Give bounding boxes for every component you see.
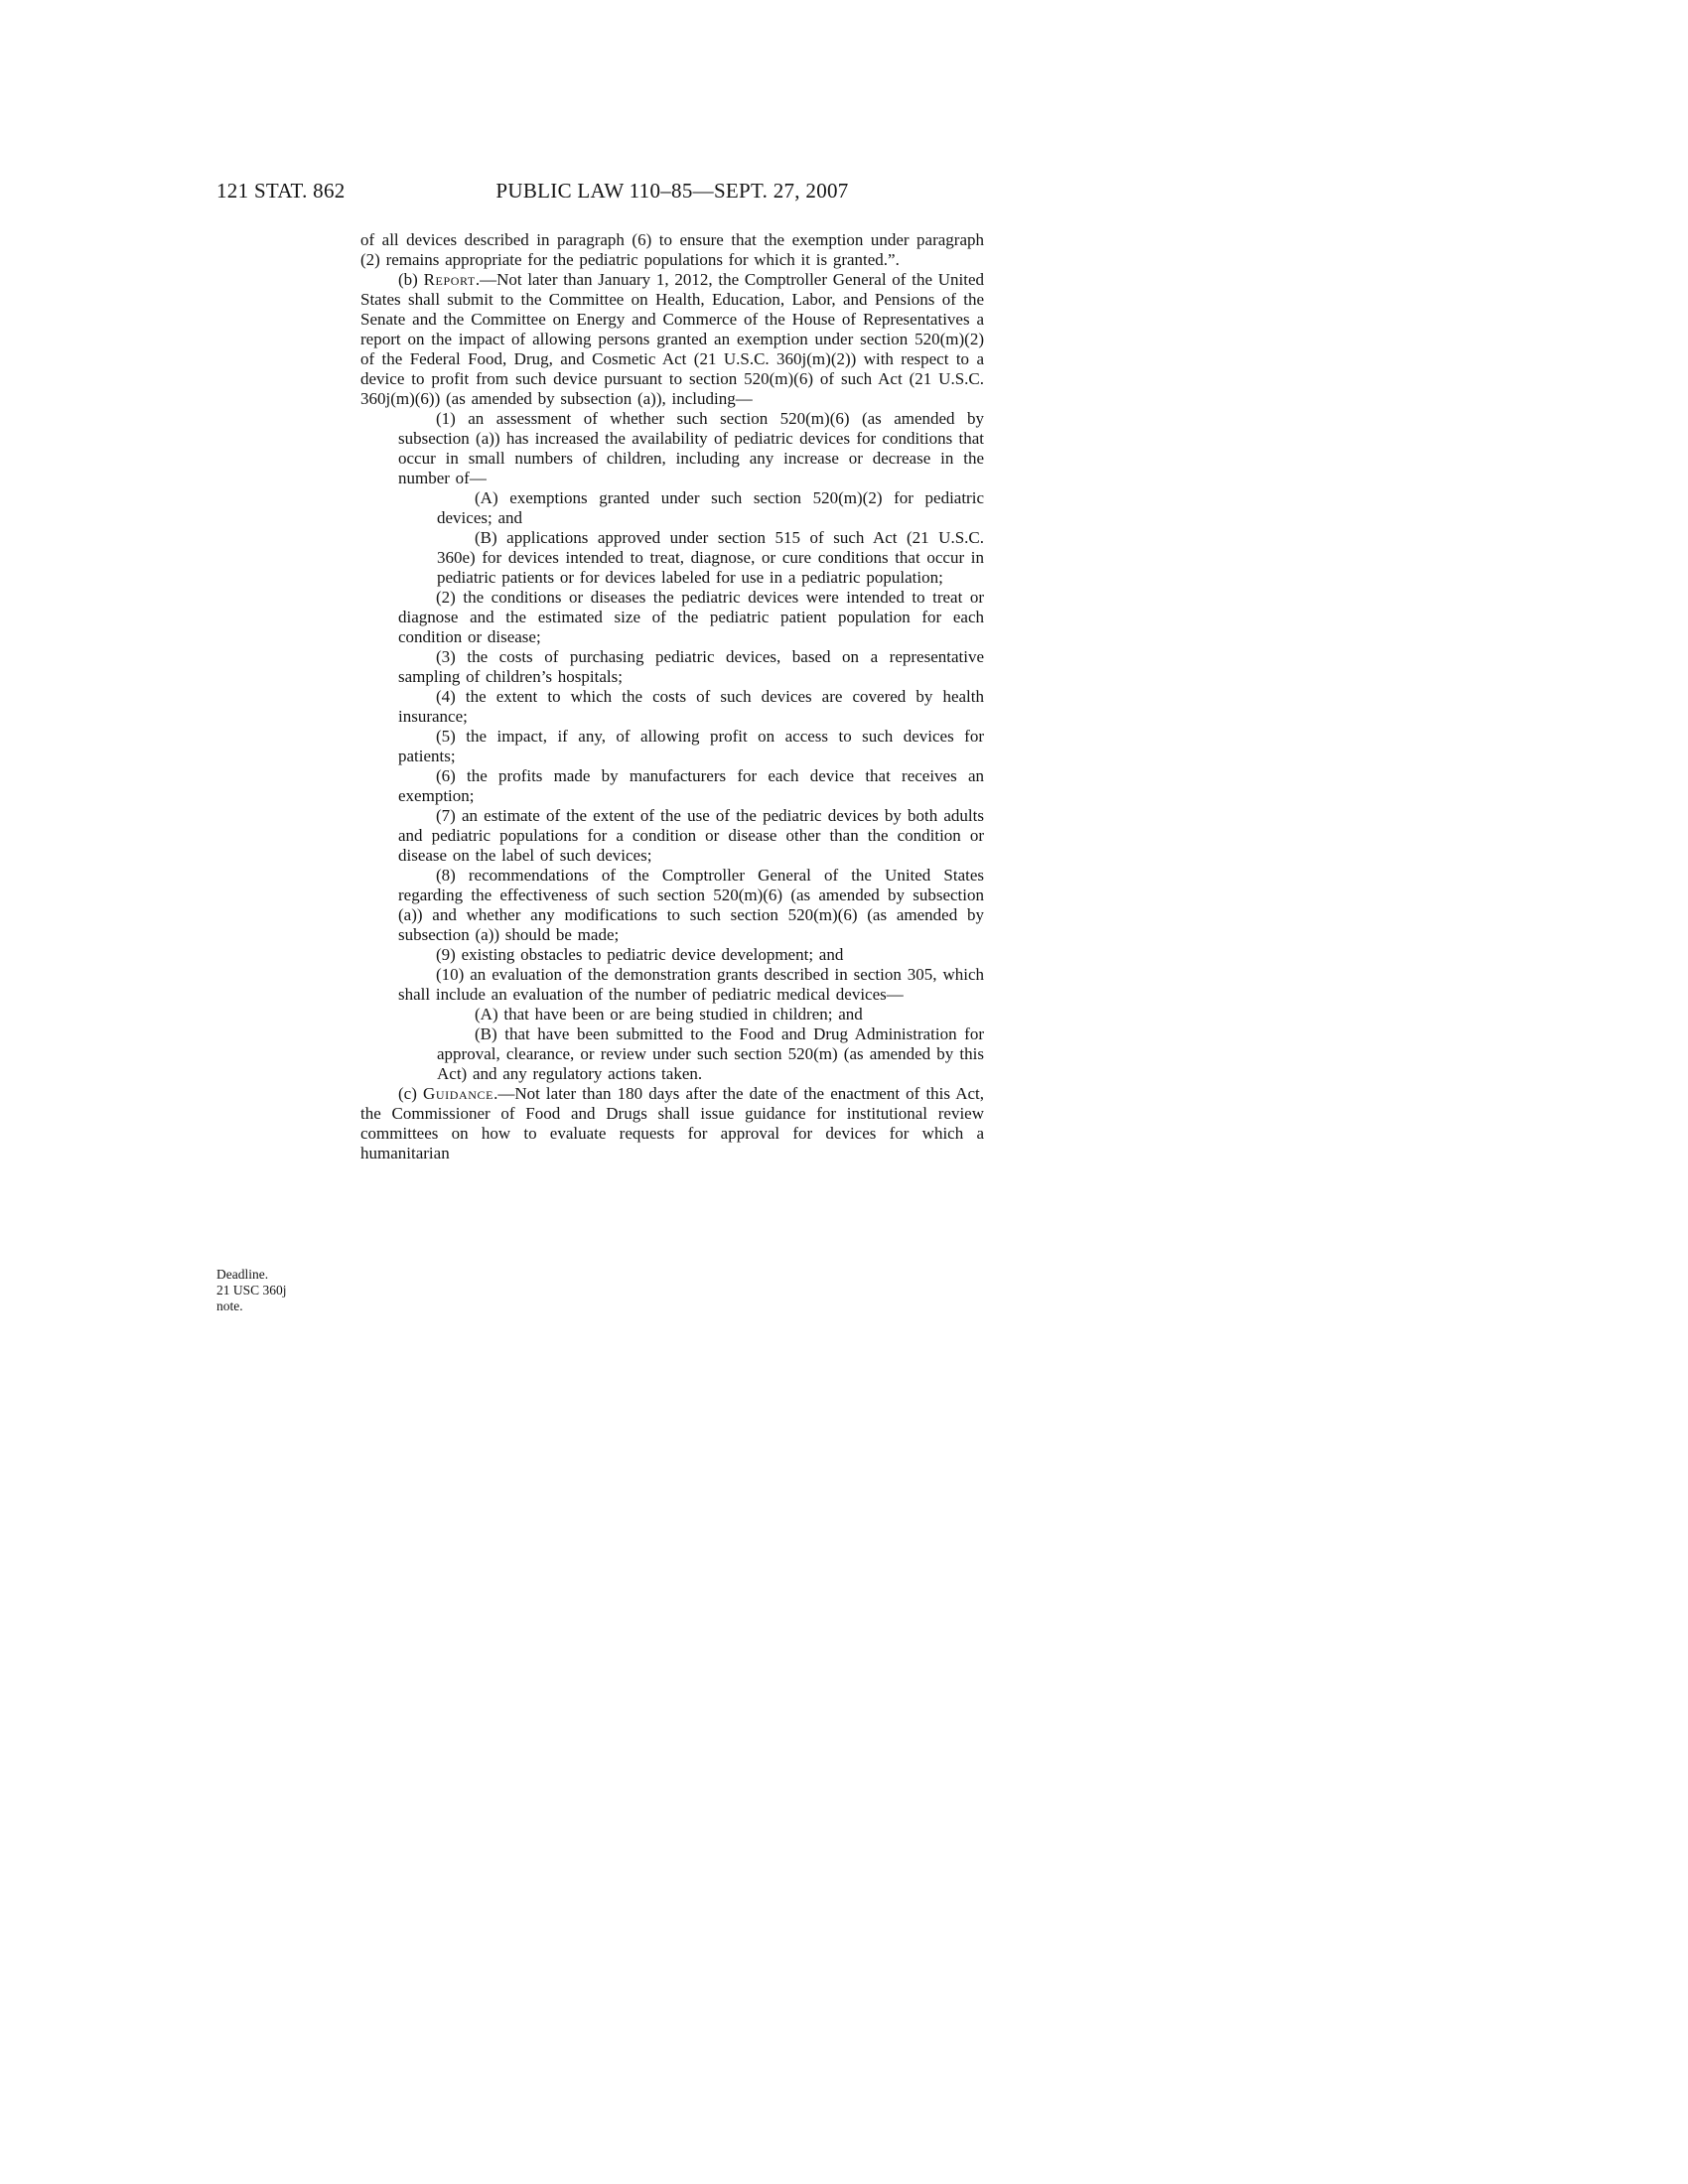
stat-page-number: 121 STAT. 862 bbox=[216, 179, 346, 203]
paragraph-text: (2) the conditions or diseases the pediatric devices were intended to treat or diagnose and the estimated size of the pediatric patient population for each condition or disease; bbox=[398, 588, 984, 646]
smallcaps-heading: Report bbox=[423, 270, 476, 289]
paragraph-text: (5) the impact, if any, of allowing profit on access to such devices for patients; bbox=[398, 727, 984, 765]
page-header bbox=[0, 179, 1688, 208]
law-title: PUBLIC LAW 110–85—SEPT. 27, 2007 bbox=[495, 179, 849, 203]
paragraph-text: (8) recommendations of the Comptroller General of the United States regarding the effectiveness of such section 520(m)(6) (as amended by subsection (a)) and whether any modifications to such section 520(m)(6) (as amended by subsection (a)) should be made; bbox=[398, 866, 984, 944]
paragraph-text: (6) the profits made by manufacturers for each device that receives an exemption; bbox=[398, 766, 984, 805]
paragraph-text: (4) the extent to which the costs of such devices are covered by health insurance; bbox=[398, 687, 984, 726]
paragraph-text: (7) an estimate of the extent of the use of the pediatric devices by both adults and pediatric populations for a condition or disease other than the condition or disease on the label of such devices; bbox=[398, 806, 984, 865]
margin-note-line: Deadline. bbox=[216, 1267, 269, 1282]
paragraph-text: (A) exemptions granted under such section 520(m)(2) for pediatric devices; and bbox=[437, 488, 984, 527]
statute-paragraph bbox=[398, 806, 984, 866]
statute-paragraph bbox=[398, 588, 984, 647]
statute-paragraph bbox=[398, 647, 984, 687]
statute-paragraph bbox=[398, 727, 984, 766]
paragraph-text: (1) an assessment of whether such section 520(m)(6) (as amended by subsection (a)) has increased the availability of pediatric devices for conditions that occur in small numbers of children, including any increase or decrease in the number of— bbox=[398, 409, 984, 487]
statute-paragraph bbox=[437, 1024, 984, 1084]
statute-paragraph bbox=[360, 230, 984, 270]
paragraph-text: (A) that have been or are being studied in children; and bbox=[475, 1005, 863, 1024]
statute-text bbox=[360, 230, 984, 1163]
statute-paragraph bbox=[398, 965, 984, 1005]
statute-paragraph bbox=[437, 1005, 984, 1024]
paragraph-text: .—Not later than 180 days after the date of the enactment of this Act, the Commissioner of Food and Drugs shall issue guidance for institutional review committees on how to evaluate requests for approval for devices for which a humanitarian bbox=[360, 1084, 984, 1162]
statute-paragraph bbox=[398, 945, 984, 965]
statute-paragraph bbox=[360, 1084, 984, 1163]
statute-paragraph bbox=[398, 866, 984, 945]
margin-note-line: 21 USC 360j bbox=[216, 1283, 287, 1297]
statute-paragraph bbox=[437, 528, 984, 588]
paragraph-text: (B) applications approved under section 515 of such Act (21 U.S.C. 360e) for devices intended to treat, diagnose, or cure conditions that occur in pediatric patients or for devices labeled for use in a pediatric population; bbox=[437, 528, 984, 587]
paragraph-text: .—Not later than January 1, 2012, the Comptroller General of the United States shall submit to the Committee on Health, Education, Labor, and Pensions of the Senate and the Committee on Energy and Commerce of the House of Representatives a report on the impact of allowing persons granted an exemption under section 520(m)(2) of the Federal Food, Drug, and Cosmetic Act (21 U.S.C. 360j(m)(2)) with respect to a device to profit from such device pursuant to section 520(m)(6) of such Act (21 U.S.C. 360j(m)(6)) (as amended by subsection (a)), including— bbox=[360, 270, 985, 408]
paragraph-text: (10) an evaluation of the demonstration grants described in section 305, which shall include an evaluation of the number of pediatric medical devices— bbox=[398, 965, 984, 1004]
paragraph-text: (b) bbox=[398, 270, 424, 289]
smallcaps-heading: Guidance bbox=[422, 1084, 494, 1103]
statute-paragraph bbox=[398, 687, 984, 727]
paragraph-text: (B) that have been submitted to the Food and Drug Administration for approval, clearance, or review under such section 520(m) (as amended by this Act) and any regulatory actions taken. bbox=[437, 1024, 984, 1083]
margin-note-line: note. bbox=[216, 1298, 243, 1313]
statute-paragraph bbox=[398, 766, 984, 806]
paragraph-text: (9) existing obstacles to pediatric device development; and bbox=[436, 945, 844, 964]
statute-paragraph bbox=[360, 270, 984, 409]
statute-paragraph bbox=[437, 488, 984, 528]
statute-paragraph bbox=[398, 409, 984, 488]
paragraph-text: of all devices described in paragraph (6) to ensure that the exemption under paragraph (2) remains appropriate for the pediatric populations for which it is granted.”. bbox=[360, 230, 984, 269]
paragraph-text: (3) the costs of purchasing pediatric devices, based on a representative sampling of children’s hospitals; bbox=[398, 647, 984, 686]
paragraph-text: (c) bbox=[398, 1084, 423, 1103]
margin-note bbox=[216, 1267, 346, 1314]
